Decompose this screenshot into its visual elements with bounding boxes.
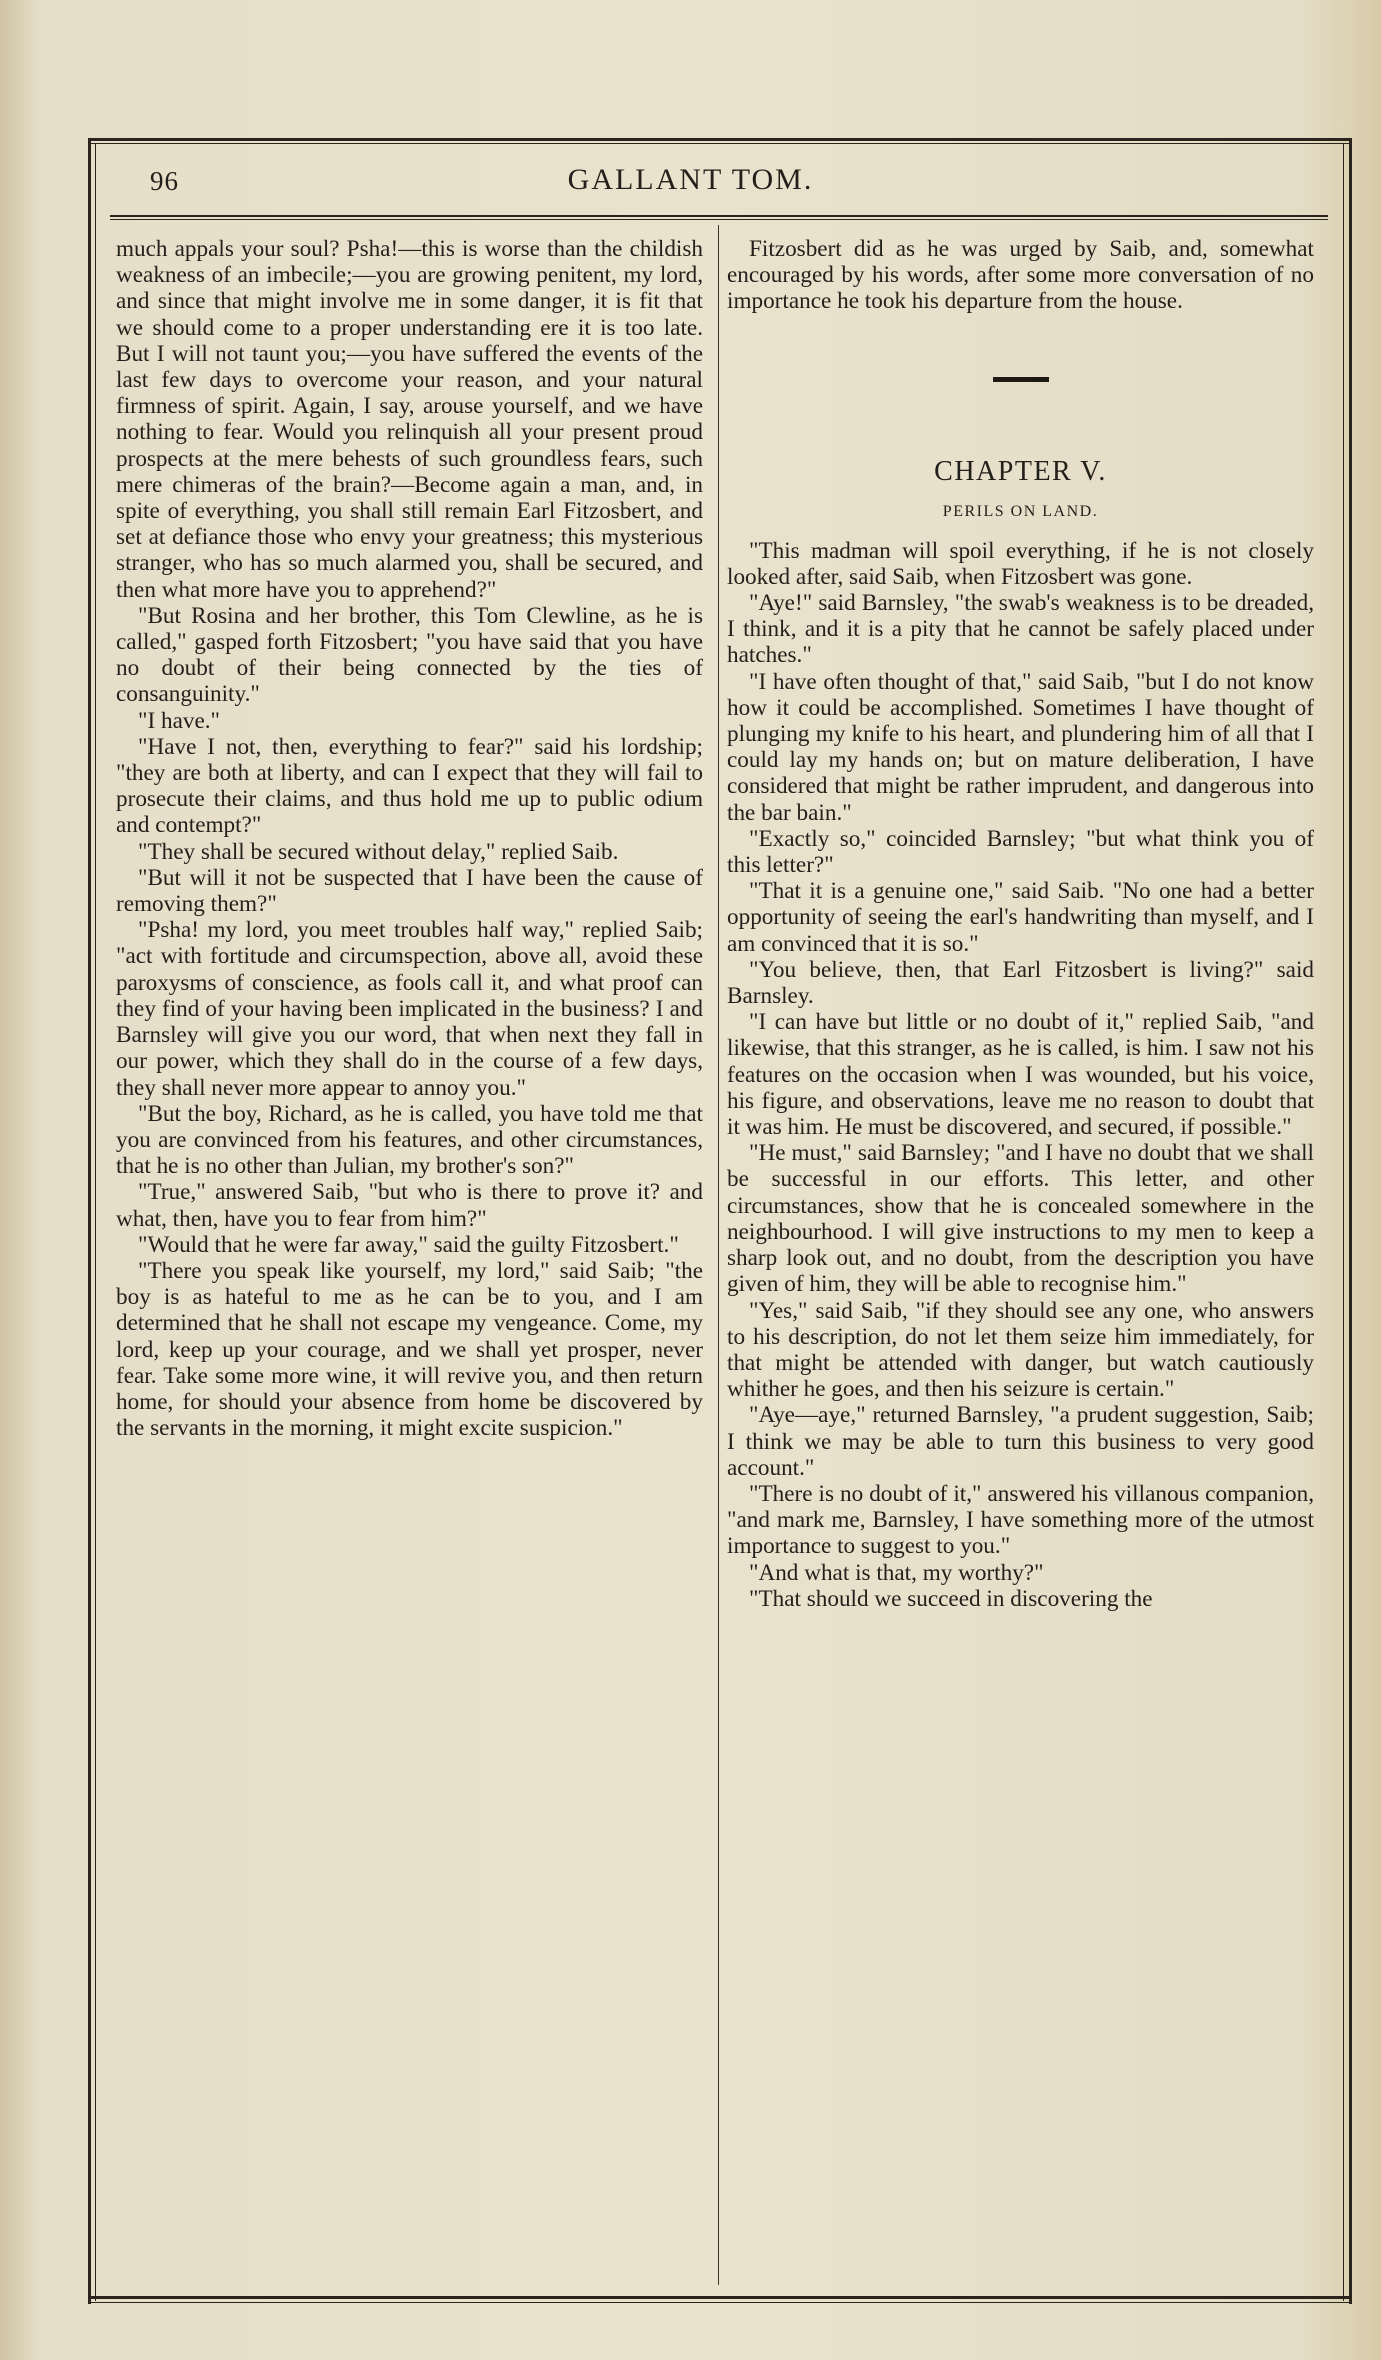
paragraph: "This madman will spoil everything, if he is not closely looked after, said Saib, when Fitzosbert was gone. <box>727 537 1314 590</box>
left-column <box>116 236 703 1441</box>
frame-rule-right-inner <box>1343 143 1344 2301</box>
column-divider <box>718 225 719 2285</box>
paragraph: "Aye!" said Barnsley, "the swab's weakness is to be dreaded, I think, and it is a pity that he cannot be safely placed under hatches." <box>727 590 1314 669</box>
chapter-subtitle: PERILS ON LAND. <box>942 502 1099 520</box>
paragraph: "I can have but little or no doubt of it," replied Saib, "and likewise, that this stranger, as he is called, is him. I saw not his features on the occasion when I was wounded, but his voice, his figure, and observations, leave me no reason to doubt that it was him. He must be discovered, and secured, if possible." <box>727 1009 1314 1141</box>
paragraph: "Have I not, then, everything to fear?" said his lordship; "they are both at liberty, and can I expect that they will fail to prosecute their claims, and thus hold me up to public odium and contempt?" <box>116 733 703 839</box>
paragraph: "Aye—aye," returned Barnsley, "a prudent suggestion, Saib; I think we may be able to turn this business to very good account." <box>727 1402 1314 1481</box>
paragraph: "Would that he were far away," said the guilty Fitzosbert." <box>138 1231 679 1258</box>
paragraph: "But will it not be suspected that I have been the cause of removing them?" <box>116 864 703 918</box>
frame-rule-top-inner <box>88 143 1351 144</box>
section-divider-rule <box>993 377 1049 382</box>
paragraph: "And what is that, my worthy?" <box>749 1559 1044 1586</box>
header-rule-inner <box>110 219 1328 220</box>
paragraph: "Exactly so," coincided Barnsley; "but what think you of this letter?" <box>727 825 1314 879</box>
paragraph: "I have often thought of that," said Saib, "but I do not know how it could be accomplished. Sometimes I have thought of plunging my knife to his heart, and plundering him of all that I could lay my hands on; but on mature deliberation, I have considered that might be rather imprudent, and dangerous into the bar bain." <box>727 668 1314 826</box>
paragraph: "Psha! my lord, you meet troubles half way," replied Saib; "act with fortitude and circumspection, above all, avoid these paroxysms of conscience, as fools call it, and what proof can they find of your having been implicated in the business? I and Barnsley will give you our word, that when next they fall in our power, which they shall do in the course of a few days, they shall never more appear to annoy you." <box>116 917 703 1101</box>
frame-rule-left <box>88 138 91 2304</box>
paragraph: Fitzosbert did as he was urged by Saib, and, somewhat encouraged by his words, after some more conversation of no importance he took his departure from the house. <box>727 236 1314 315</box>
paragraph: "Yes," said Saib, "if they should see any one, who answers to his description, do not let them seize him immediately, for that might be attended with danger, but watch cautiously whither he goes, and then his seizure is certain." <box>727 1297 1314 1403</box>
running-title: GALLANT TOM. <box>567 163 814 196</box>
chapter-heading: CHAPTER V. <box>934 455 1107 487</box>
paragraph: "They shall be secured without delay," replied Saib. <box>138 838 619 865</box>
frame-rule-left-inner <box>95 143 96 2301</box>
paragraph: "But the boy, Richard, as he is called, you have told me that you are convinced from his features, and other circumstances, that he is no other than Julian, my brother's son?" <box>116 1100 703 1180</box>
frame-rule-bottom-inner <box>88 2302 1351 2303</box>
frame-rule-right <box>1349 138 1352 2304</box>
page-number: 96 <box>150 166 179 196</box>
paragraph: "You believe, then, that Earl Fitzosbert is living?" said Barnsley. <box>727 956 1314 1010</box>
paragraph: "He must," said Barnsley; "and I have no doubt that we shall be successful in our efforts. This letter, and other circumstances, show that he is concealed somewhere in the neighbourhood. I will give instructions to my men to keep a sharp look out, and no doubt, from the description you have given of him, they will be able to recognise him." <box>727 1140 1314 1298</box>
paragraph: "That should we succeed in discovering the <box>749 1585 1153 1612</box>
right-column <box>727 236 1314 1612</box>
paragraph: "True," answered Saib, "but who is there to prove it? and what, then, have you to fear from him?" <box>116 1179 703 1232</box>
paragraph: "There you speak like yourself, my lord," said Saib; "the boy is as hateful to me as he can be to you, and I am determined that he shall not escape my vengeance. Come, my lord, keep up your courage, and we shall yet prosper, never fear. Take some more wine, it will revive you, and then return home, for should your absence from home be discovered by the servants in the morning, it might excite suspicion." <box>116 1257 703 1442</box>
paragraph: much appals your soul? Psha!—this is worse than the childish weakness of an imbecile;—you are growing penitent, my lord, and since that might involve me in some danger, it is fit that we should come to a proper understanding ere it is too late. But I will not taunt you;—you have suffered the events of the last few days to overcome your reason, and your natural firmness of spirit. Again, I say, arouse yourself, and we have nothing to fear. Would you relinquish all your present proud prospects at the mere behests of such groundless fears, such mere chimeras of the brain?—Become again a man, and, in spite of everything, you shall still remain Earl Fitzosbert, and set at defiance those who envy your greatness; this mysterious stranger, who has so much alarmed you, shall be secured, and then what more have you to apprehend?" <box>116 236 703 603</box>
frame-rule-bottom <box>88 2296 1351 2299</box>
paragraph: "But Rosina and her brother, this Tom Clewline, as he is called," gasped forth Fitzosbert; "you have said that you have no doubt of their being connected by the ties of consanguinity." <box>116 602 703 708</box>
frame-rule-top <box>88 138 1351 141</box>
paragraph: "That it is a genuine one," said Saib. "No one had a better opportunity of seeing the earl's handwriting than myself, and I am convinced that it is so." <box>727 878 1314 957</box>
paragraph: "There is no doubt of it," answered his villanous companion, "and mark me, Barnsley, I have something more of the utmost importance to suggest to you." <box>727 1480 1314 1560</box>
paragraph: "I have." <box>138 707 221 734</box>
header-rule <box>110 215 1328 217</box>
